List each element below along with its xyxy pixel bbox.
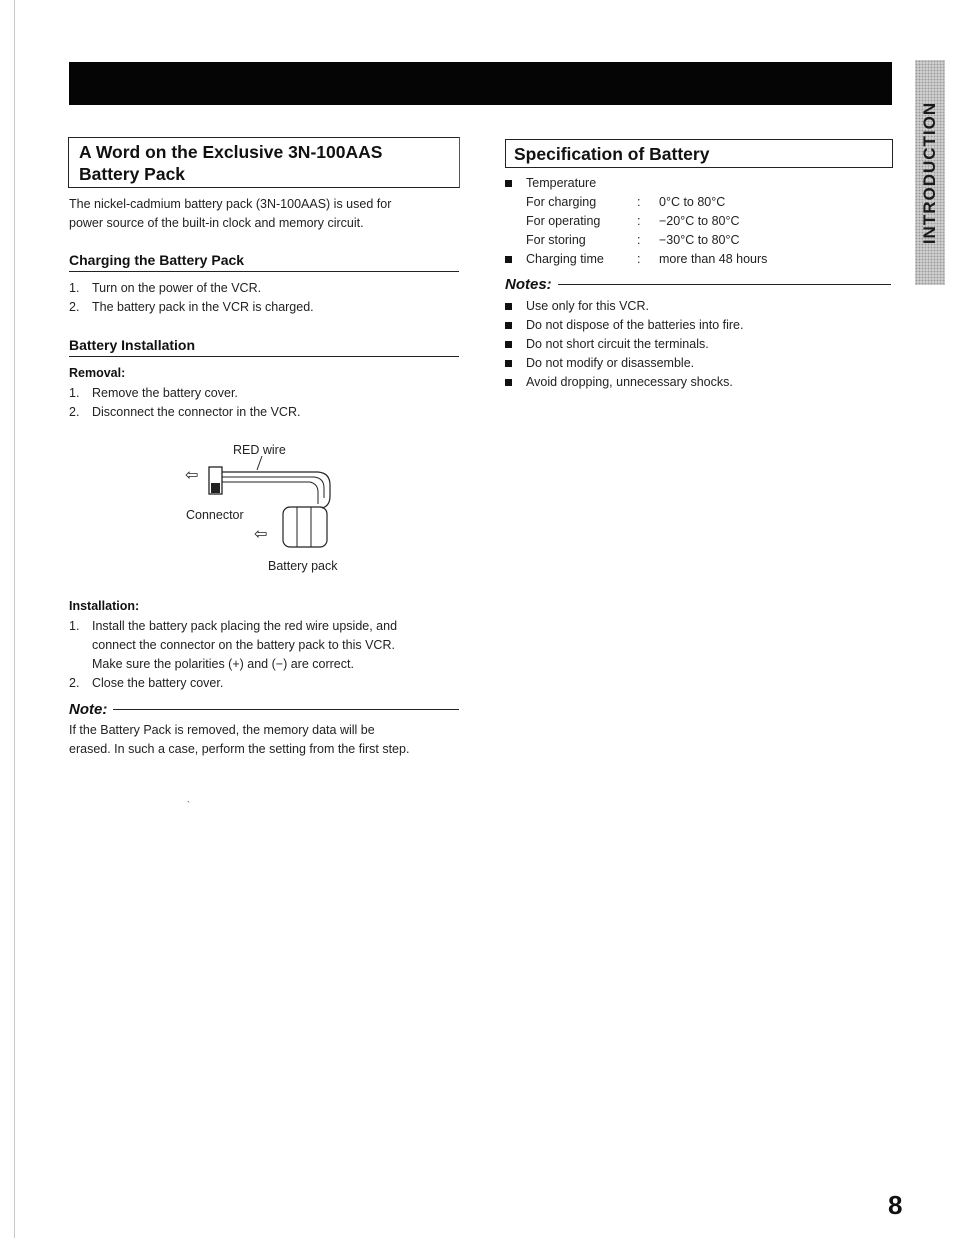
step-text: Disconnect the connector in the VCR. — [92, 405, 301, 419]
red-wire-label: RED wire — [233, 443, 286, 457]
removal-label: Removal: — [69, 366, 126, 380]
notes-list — [505, 297, 891, 392]
step-number: 1. — [69, 386, 80, 400]
list-item — [505, 373, 891, 392]
note-text: Avoid dropping, unnecessary shocks. — [526, 375, 733, 389]
notes-label: Notes: — [505, 276, 552, 293]
list-item — [69, 617, 459, 674]
spec-label: For charging — [526, 195, 597, 209]
intro-line-1: The nickel-cadmium battery pack (3N-100AAS) is used for — [69, 197, 392, 211]
list-item — [505, 335, 891, 354]
step-text: Install the battery pack placing the red wire upside, and — [92, 619, 398, 633]
charging-heading: Charging the Battery Pack — [69, 251, 459, 272]
table-row — [505, 193, 891, 212]
list-item — [505, 297, 891, 316]
intro-paragraph — [69, 195, 391, 233]
battery-arrow-icon: ⇦ — [254, 526, 268, 543]
installation-heading: Battery Installation — [69, 336, 459, 357]
intro-line-2: power source of the built-in clock and memory circuit. — [69, 216, 364, 230]
installation-steps — [69, 617, 459, 693]
left-section-title — [79, 141, 382, 185]
list-item — [69, 674, 459, 693]
left-title-line-2: Battery Pack — [79, 164, 186, 184]
note-rule — [113, 709, 459, 710]
bullet-icon — [505, 256, 512, 263]
spec-label: For operating — [526, 214, 601, 228]
table-row — [505, 212, 891, 231]
spec-separator: : — [637, 214, 641, 228]
step-number: 2. — [69, 676, 80, 690]
spec-separator: : — [637, 233, 641, 247]
spec-row-temperature — [505, 174, 891, 193]
right-section-title: Specification of Battery — [514, 144, 710, 164]
spec-separator: : — [637, 195, 641, 209]
spec-separator: : — [637, 252, 641, 266]
header-bar — [69, 62, 892, 105]
page-number: 8 — [888, 1190, 903, 1220]
spec-value: 0°C to 80°C — [659, 195, 726, 209]
bullet-icon — [505, 341, 512, 348]
bullet-icon — [505, 360, 512, 367]
step-number: 2. — [69, 300, 80, 314]
spec-table — [505, 174, 891, 269]
battery-pack-label: Battery pack — [268, 559, 338, 573]
step-text: Close the battery cover. — [92, 676, 224, 690]
notes-rule — [558, 284, 891, 285]
bullet-icon — [505, 379, 512, 386]
step-text: Make sure the polarities (+) and (−) are correct. — [92, 657, 354, 671]
step-number: 2. — [69, 405, 80, 419]
right-section-title-box — [505, 139, 893, 168]
charging-steps — [69, 279, 459, 317]
connector-label: Connector — [186, 508, 244, 522]
installation-label: Installation: — [69, 599, 140, 613]
spec-row-charging-time — [505, 250, 891, 269]
spec-value: more than 48 hours — [659, 252, 768, 266]
side-tab — [915, 60, 945, 285]
step-number: 1. — [69, 281, 80, 295]
battery-diagram — [180, 440, 380, 580]
table-row — [505, 231, 891, 250]
note-line-1: If the Battery Pack is removed, the memory data will be — [69, 723, 375, 737]
note-text: Do not short circuit the terminals. — [526, 337, 709, 351]
step-number: 1. — [69, 619, 80, 633]
spec-value: −20°C to 80°C — [659, 214, 740, 228]
left-title-line-1: A Word on the Exclusive 3N-100AAS — [79, 142, 383, 162]
bullet-icon — [505, 303, 512, 310]
list-item — [69, 298, 459, 317]
connector-arrow-icon: ⇦ — [185, 467, 199, 484]
stray-mark: ` — [187, 800, 190, 810]
notes-header — [505, 276, 891, 293]
list-item — [69, 384, 459, 403]
spec-label: For storing — [526, 233, 586, 247]
step-text: The battery pack in the VCR is charged. — [92, 300, 314, 314]
list-item — [505, 316, 891, 335]
note-paragraph — [69, 721, 469, 759]
list-item — [69, 403, 459, 422]
note-text: Do not dispose of the batteries into fire. — [526, 318, 744, 332]
removal-steps — [69, 384, 459, 422]
bullet-icon — [505, 322, 512, 329]
connector-wire-drawing — [180, 440, 380, 580]
step-text: connect the connector on the battery pack to this VCR. — [92, 638, 395, 652]
temperature-label: Temperature — [526, 176, 597, 190]
spec-label: Charging time — [526, 252, 604, 266]
step-text: Turn on the power of the VCR. — [92, 281, 262, 295]
note-text: Use only for this VCR. — [526, 299, 649, 313]
note-header — [69, 701, 459, 718]
bullet-icon — [505, 180, 512, 187]
note-line-2: erased. In such a case, perform the setting from the first step. — [69, 742, 410, 756]
list-item — [69, 279, 459, 298]
list-item — [505, 354, 891, 373]
page-edge-line — [14, 0, 15, 1238]
step-text: Remove the battery cover. — [92, 386, 238, 400]
spec-value: −30°C to 80°C — [659, 233, 740, 247]
side-tab-label: INTRODUCTION — [920, 101, 940, 244]
note-label: Note: — [69, 701, 108, 718]
left-section-title-box — [68, 137, 460, 188]
note-text: Do not modify or disassemble. — [526, 356, 695, 370]
